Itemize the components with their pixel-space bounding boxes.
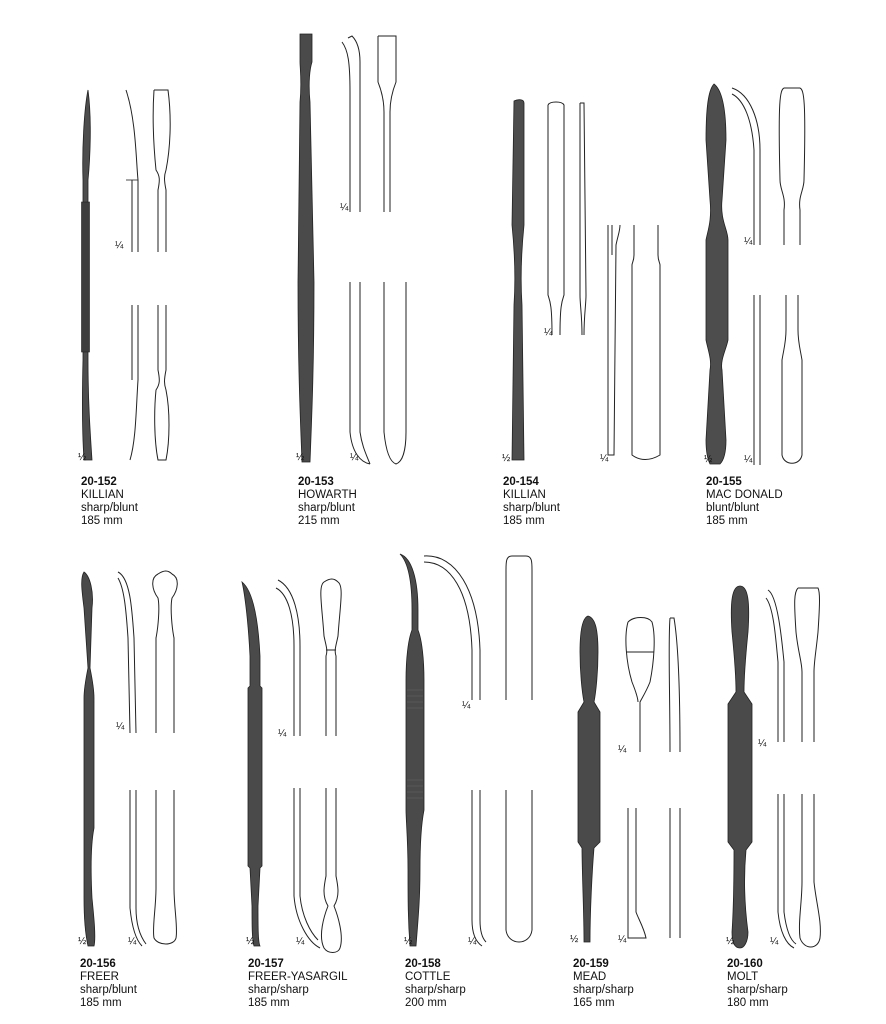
product-length: 185 mm bbox=[248, 997, 290, 1009]
instrument-20-153 bbox=[290, 32, 420, 472]
product-tips: sharp/blunt bbox=[80, 984, 137, 996]
instrument-illustration bbox=[722, 582, 850, 954]
product-code: 20-160 bbox=[727, 958, 763, 970]
caption-20-158 bbox=[405, 958, 466, 1010]
product-code: 20-153 bbox=[298, 476, 334, 488]
product-name: MAC DONALD bbox=[706, 489, 783, 501]
scale-half: ½ bbox=[704, 454, 713, 465]
caption-20-156 bbox=[80, 958, 137, 1010]
product-name: KILLIAN bbox=[81, 489, 124, 501]
instrument-20-152 bbox=[70, 80, 180, 470]
instrument-20-158 bbox=[396, 550, 541, 954]
scale-quarter: ¼ bbox=[350, 452, 359, 463]
scale-half: ½ bbox=[78, 936, 87, 947]
scale-quarter: ¼ bbox=[544, 327, 553, 338]
product-name: MOLT bbox=[727, 971, 759, 983]
caption-20-152 bbox=[81, 476, 138, 528]
scale-quarter: ¼ bbox=[744, 454, 753, 465]
scale-half: ½ bbox=[296, 452, 305, 463]
product-tips: sharp/blunt bbox=[298, 502, 355, 514]
instrument-illustration bbox=[396, 550, 541, 954]
caption-20-155 bbox=[706, 476, 783, 528]
scale-quarter: ¼ bbox=[468, 936, 477, 947]
product-name: FREER-YASARGIL bbox=[248, 971, 348, 983]
product-length: 185 mm bbox=[503, 515, 545, 527]
caption-20-160 bbox=[727, 958, 788, 1010]
scale-half: ½ bbox=[404, 936, 413, 947]
product-name: HOWARTH bbox=[298, 489, 357, 501]
product-code: 20-154 bbox=[503, 476, 539, 488]
product-tips: sharp/sharp bbox=[727, 984, 788, 996]
instrument-20-157 bbox=[238, 576, 358, 954]
product-code: 20-156 bbox=[80, 958, 116, 970]
instrument-illustration bbox=[238, 576, 358, 954]
instrument-illustration bbox=[290, 32, 420, 472]
scale-quarter: ¼ bbox=[116, 721, 125, 732]
product-length: 200 mm bbox=[405, 997, 447, 1009]
product-tips: sharp/blunt bbox=[81, 502, 138, 514]
product-tips: sharp/sharp bbox=[248, 984, 309, 996]
instrument-illustration bbox=[500, 95, 670, 470]
instrument-20-160 bbox=[722, 582, 850, 954]
instrument-illustration bbox=[70, 568, 190, 953]
scale-half: ½ bbox=[78, 452, 87, 463]
product-code: 20-157 bbox=[248, 958, 284, 970]
caption-20-159 bbox=[573, 958, 634, 1010]
product-code: 20-158 bbox=[405, 958, 441, 970]
caption-20-154 bbox=[503, 476, 560, 528]
product-length: 215 mm bbox=[298, 515, 340, 527]
instrument-20-154 bbox=[500, 95, 670, 470]
scale-half: ½ bbox=[726, 936, 735, 947]
product-name: FREER bbox=[80, 971, 119, 983]
instrument-20-156 bbox=[70, 568, 190, 953]
product-name: KILLIAN bbox=[503, 489, 546, 501]
product-tips: sharp/blunt bbox=[503, 502, 560, 514]
instrument-illustration bbox=[700, 80, 840, 470]
product-code: 20-159 bbox=[573, 958, 609, 970]
scale-half: ½ bbox=[570, 934, 579, 945]
instrument-illustration bbox=[70, 80, 180, 470]
scale-half: ½ bbox=[246, 936, 255, 947]
scale-quarter: ¼ bbox=[278, 728, 287, 739]
scale-quarter: ¼ bbox=[462, 700, 471, 711]
scale-half: ½ bbox=[502, 453, 511, 464]
product-length: 185 mm bbox=[706, 515, 748, 527]
scale-quarter: ¼ bbox=[296, 936, 305, 947]
product-length: 180 mm bbox=[727, 997, 769, 1009]
scale-quarter: ¼ bbox=[758, 738, 767, 749]
instrument-20-159 bbox=[566, 612, 691, 954]
instrument-illustration bbox=[566, 612, 691, 954]
instrument-20-155 bbox=[700, 80, 840, 470]
product-length: 185 mm bbox=[81, 515, 123, 527]
product-tips: sharp/sharp bbox=[573, 984, 634, 996]
product-code: 20-152 bbox=[81, 476, 117, 488]
scale-quarter: ¼ bbox=[744, 236, 753, 247]
product-code: 20-155 bbox=[706, 476, 742, 488]
scale-quarter: ¼ bbox=[618, 934, 627, 945]
scale-quarter: ¼ bbox=[770, 936, 779, 947]
product-tips: blunt/blunt bbox=[706, 502, 760, 514]
caption-20-153 bbox=[298, 476, 357, 528]
scale-quarter: ¼ bbox=[128, 936, 137, 947]
product-name: COTTLE bbox=[405, 971, 451, 983]
product-length: 185 mm bbox=[80, 997, 122, 1009]
product-tips: sharp/sharp bbox=[405, 984, 466, 996]
product-length: 165 mm bbox=[573, 997, 615, 1009]
scale-quarter: ¼ bbox=[618, 744, 627, 755]
scale-quarter: ¼ bbox=[340, 202, 349, 213]
scale-quarter: ¼ bbox=[600, 453, 609, 464]
product-name: MEAD bbox=[573, 971, 607, 983]
scale-quarter: ¼ bbox=[115, 240, 124, 251]
caption-20-157 bbox=[248, 958, 347, 1010]
